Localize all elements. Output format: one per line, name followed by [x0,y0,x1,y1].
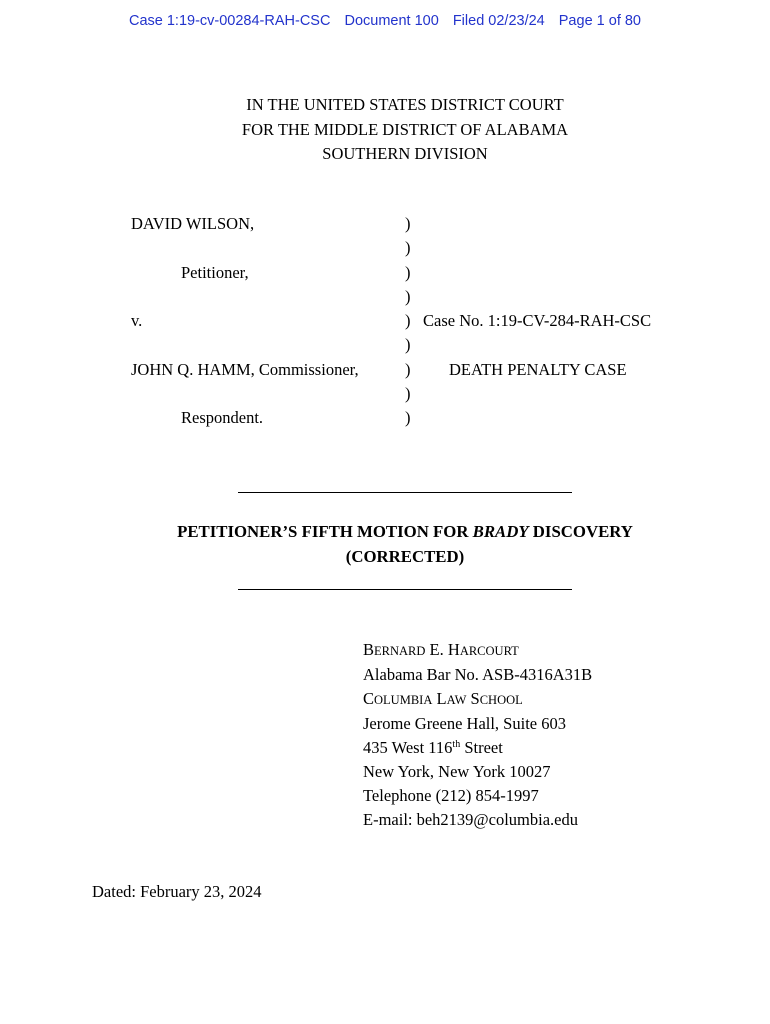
caption-parentheses [405,212,411,431]
paren: ) [405,359,411,379]
motion-title-line-2: (CORRECTED) [345,546,465,566]
paren: ) [405,335,411,355]
paren: ) [405,214,411,233]
case-number: Case No. 1:19-CV-284-RAH-CSC [423,311,652,331]
respondent-name: JOHN Q. HAMM, Commissioner, [131,359,359,379]
address-city: New York, New York 10027 [363,762,551,781]
ecf-header-stamp [0,13,770,29]
paren: ) [405,384,411,404]
counsel-signature-block [363,638,592,832]
versus: v. [131,311,143,331]
caption-case-info [423,212,651,382]
respondent-role: Respondent. [181,408,264,428]
bar-number: Alabama Bar No. ASB-4316A31B [363,665,593,684]
paren: ) [405,408,411,428]
court-line-2: FOR THE MIDDLE DISTRICT OF ALABAMA [241,119,569,139]
counsel-name: BERNARD E. HARCOURT [363,640,519,659]
paren: ) [405,286,411,306]
petitioner-name: DAVID WILSON, [131,214,255,233]
caption-parties [131,212,359,431]
case-type: DEATH PENALTY CASE [449,359,627,379]
paren: ) [405,262,411,282]
dated-line: Dated: February 23, 2024 [92,882,262,901]
paren: ) [405,238,411,258]
petitioner-role: Petitioner, [181,262,249,282]
title-rule-bottom [238,589,572,590]
page-number-stamp: Page 1 of 80 [558,13,642,29]
court-heading [0,93,770,167]
case-number-stamp: Case 1:19-cv-00284-RAH-CSC [128,13,331,29]
motion-title [0,520,770,569]
court-line-1: IN THE UNITED STATES DISTRICT COURT [246,95,564,114]
document-number-stamp: Document 100 [344,13,439,29]
address-line-2: 435 West 116th Street [363,738,503,757]
paren: ) [405,311,411,331]
law-school: COLUMBIA LAW SCHOOL [363,689,523,708]
address-line-1: Jerome Greene Hall, Suite 603 [363,714,566,733]
email: E-mail: beh2139@columbia.edu [363,810,578,829]
title-rule-top [238,492,572,493]
telephone: Telephone (212) 854-1997 [363,786,539,805]
filed-date-stamp: Filed 02/23/24 [452,13,545,29]
court-line-3: SOUTHERN DIVISION [322,144,488,163]
motion-title-line-1: PETITIONER’S FIFTH MOTION FOR BRADY DISCOVERY [177,522,633,541]
